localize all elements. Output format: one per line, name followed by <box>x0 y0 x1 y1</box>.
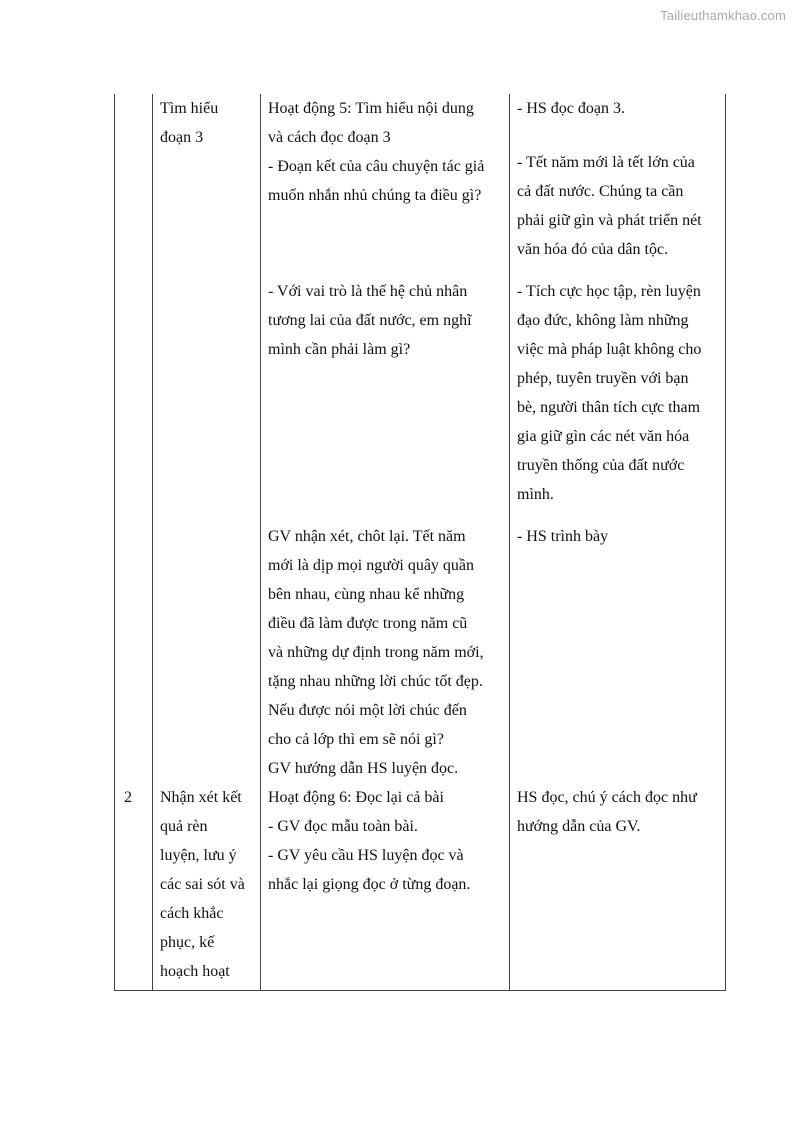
teacher-activity-text: Hoạt động 6: Đọc lại cả bài - GV đọc mẫu toàn bài. - GV yêu cầu HS luyện đọc và nhắc lại giọng đọc ở từng đoạn. <box>268 789 471 893</box>
column-divider <box>260 94 261 990</box>
column-divider <box>509 94 510 990</box>
student-activity-text: - HS đọc đoạn 3. <box>517 100 625 117</box>
row-number: 2 <box>124 789 132 806</box>
student-activity-cell <box>517 94 723 123</box>
topic-text: Tìm hiểu đoạn 3 <box>160 100 219 146</box>
teacher-activity-text: - Với vai trò là thế hệ chủ nhân tương lai của đất nước, em nghĩ mình cần phải làm gì? <box>268 283 472 358</box>
teacher-activity-cell <box>268 783 506 899</box>
row-number-cell <box>124 783 152 812</box>
student-activity-text: HS đọc, chú ý cách đọc như hướng dẫn của GV. <box>517 789 697 835</box>
student-activity-cell <box>517 783 723 841</box>
student-activity-text: - Tết năm mới là tết lớn của cả đất nước. Chúng ta cần phải giữ gìn và phát triển nét văn hóa đó của dân tộc. <box>517 154 702 258</box>
lesson-table <box>114 94 726 991</box>
teacher-activity-text: Hoạt động 5: Tìm hiểu nội dung và cách đọc đoạn 3 - Đoạn kết của câu chuyện tác giả muốn nhắn nhủ chúng ta điều gì? <box>268 100 485 204</box>
topic-cell <box>160 783 260 986</box>
student-activity-text: - HS trình bày <box>517 528 609 545</box>
watermark: Tailieuthamkhao.com <box>660 8 786 23</box>
teacher-activity-cell <box>268 277 506 364</box>
student-activity-cell <box>517 277 723 509</box>
topic-cell <box>160 94 260 152</box>
teacher-activity-cell <box>268 94 506 210</box>
teacher-activity-text: GV nhận xét, chôt lại. Tết năm mới là dịp mọi người quây quần bên nhau, cùng nhau kể những điều đã làm được trong năm cũ và những dự định trong năm mới, tặng nhau những lời chúc tốt đẹp. Nếu được nói một lời chúc đến cho cả lớp thì em sẽ nói gì? GV hướng dẫn HS luyện đọc. <box>268 528 484 777</box>
student-activity-cell <box>517 522 723 551</box>
student-activity-text: - Tích cực học tập, rèn luyện đạo đức, không làm những việc mà pháp luật không cho phép, tuyên truyền với bạn bè, người thân tích cực tham gia giữ gìn các nét văn hóa truyền thống của đất nước mình. <box>517 283 702 503</box>
teacher-activity-cell <box>268 522 506 783</box>
topic-text: Nhận xét kết quả rèn luyện, lưu ý các sai sót và cách khắc phục, kế hoạch hoạt <box>160 789 245 980</box>
student-activity-cell <box>517 148 723 264</box>
column-divider <box>152 94 153 990</box>
